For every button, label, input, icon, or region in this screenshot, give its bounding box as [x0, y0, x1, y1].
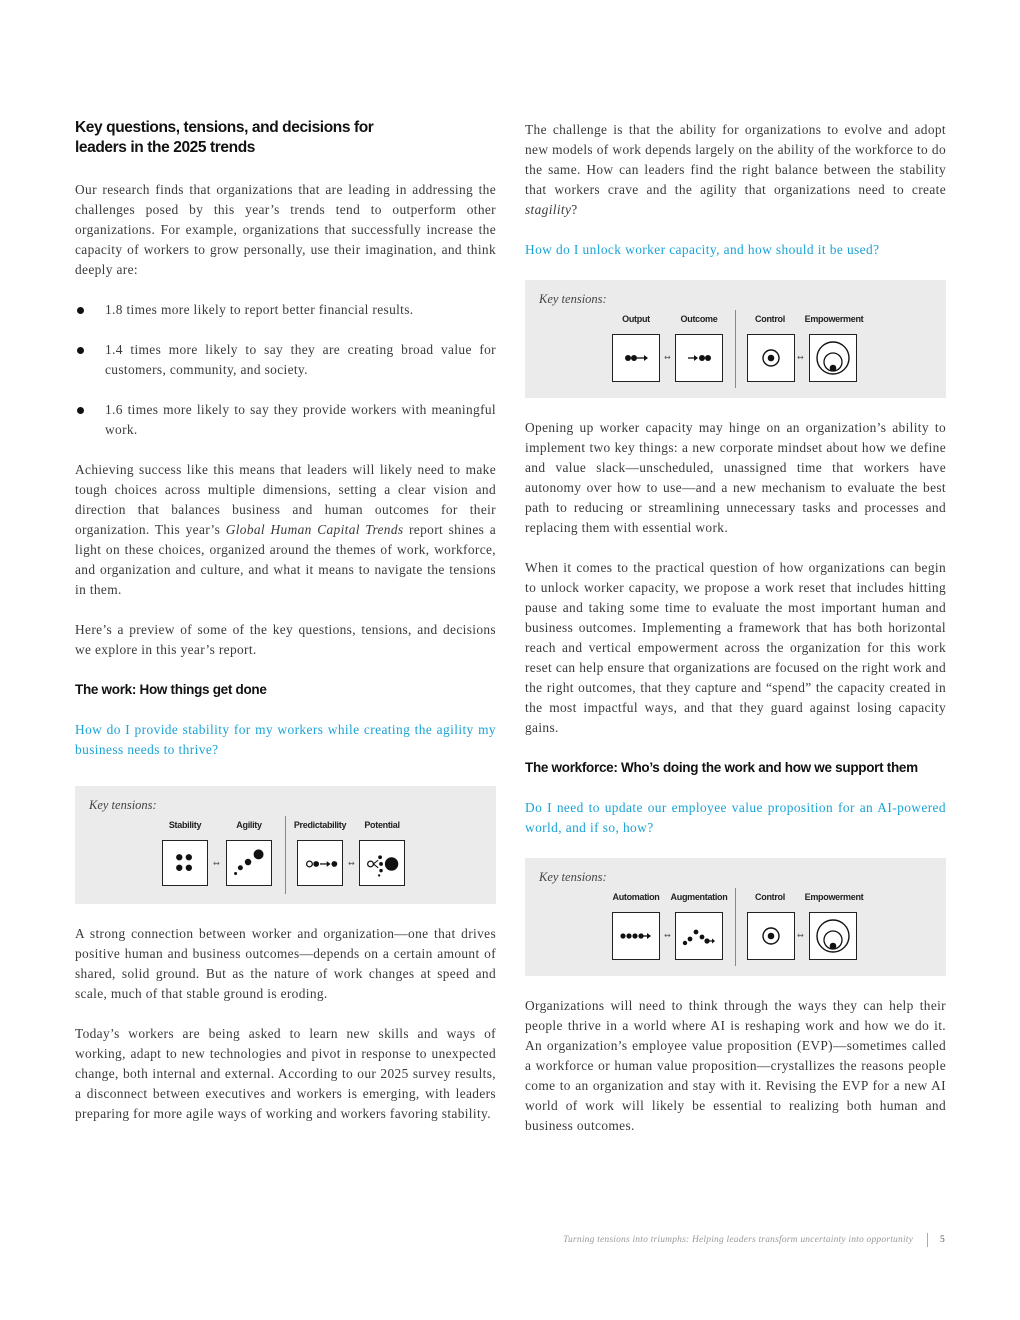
- versus-arrow-icon: ↔: [348, 859, 355, 868]
- page-number: 5: [940, 1235, 945, 1246]
- list-item: 1.4 times more likely to say they are creating broad value for customers, community, and society.: [75, 340, 496, 380]
- key-tensions-panel: [525, 858, 946, 976]
- key-tensions-title: Key tensions:: [89, 798, 157, 812]
- left-column: [75, 118, 496, 1144]
- paragraph: Organizations will need to think through the ways they can help their people thrive in a world where AI is reshaping work and how we do it. An organization’s employee value proposition (EVP)—sometimes called a workforce or human value proposition—crystallizes the reasons people come to an organization and stay with it. Revising the EVP for a new AI world of work will likely be essential to realizing both human and business outcomes.: [525, 998, 946, 1133]
- key-tensions-title: Key tensions:: [539, 292, 607, 306]
- tension-label: Automation: [612, 892, 660, 902]
- list-item: 1.6 times more likely to say they provide workers with meaningful work.: [75, 400, 496, 440]
- paragraph: The challenge is that the ability for organizations to evolve and adopt new models of work depends largely on the ability of the workforce to do the same. How can leaders find the right balance between the stability that workers crave and the agility that organizations need to create stagility?: [525, 122, 946, 217]
- versus-arrow-icon: ↔: [213, 859, 220, 868]
- tension-label: Potential: [364, 820, 400, 830]
- empowerment-icon: [809, 334, 857, 382]
- control-icon: [747, 912, 795, 960]
- versus-arrow-icon: ↔: [664, 931, 671, 940]
- paragraph: Today’s workers are being asked to learn new skills and ways of working, adapt to new technologies and pivot in response to unexpected change, both internal and external. According to our 2025 survey results, a disconnect between executives and workers is emerging, with leaders preparing for more agile ways of working and workers favoring stability.: [75, 1026, 496, 1121]
- page-footer: [563, 1233, 945, 1247]
- tension-label: Agility: [236, 820, 262, 830]
- versus-arrow-icon: ↔: [664, 353, 671, 362]
- augmentation-icon: [675, 912, 723, 960]
- divider: [285, 816, 286, 894]
- key-question: How do I provide stability for my workers while creating the agility my business needs to thrive?: [75, 722, 496, 757]
- key-question: How do I unlock worker capacity, and how should it be used?: [525, 242, 880, 257]
- paragraph: A strong connection between worker and organization—one that drives positive human and business outcomes—depends on a certain amount of shared, solid ground. But as the nature of work changes at speed and scale, much of that stable ground is eroding.: [75, 926, 496, 1001]
- tension-label: Predictability: [293, 820, 347, 830]
- section-heading: Key questions, tensions, and decisions for leaders in the 2025 trends: [75, 119, 374, 156]
- tension-label: Output: [622, 314, 650, 324]
- bullet-icon: [77, 407, 84, 414]
- footer-title: Turning tensions into triumphs: Helping leaders transform uncertainty into opportunity: [563, 1235, 914, 1246]
- tension-label: Augmentation: [670, 892, 728, 902]
- divider: [927, 1233, 928, 1247]
- tension-label: Control: [755, 314, 785, 324]
- list-item: 1.8 times more likely to report better financial results.: [75, 300, 496, 320]
- key-tensions-panel: [75, 786, 496, 904]
- paragraph: Opening up worker capacity may hinge on an organization’s ability to implement two key things: a new corporate mindset about how we define and value slack—unscheduled, unassigned time that workers have autonomy over how to use—and a new mechanism to evaluate the best path to reducing or streamlining unnecessary tasks and processes and replacing them with essential work.: [525, 420, 946, 535]
- tension-label: Empowerment: [804, 314, 864, 324]
- key-question: Do I need to update our employee value proposition for an AI-powered world, and if so, how?: [525, 800, 946, 835]
- tension-label: Empowerment: [804, 892, 864, 902]
- versus-arrow-icon: ↔: [797, 353, 804, 362]
- stats-list: [75, 300, 496, 440]
- output-icon: [612, 334, 660, 382]
- key-tensions-title: Key tensions:: [539, 870, 607, 884]
- paragraph: When it comes to the practical question of how organizations can begin to unlock worker capacity, we propose a work reset that includes hitting pause and taking some time to evaluate the most important human and business outcomes. Implementing a framework that has both horizontal reach and vertical empowerment across the organization for this work reset can help ensure that organizations are focused on the right work and the right outcomes, that they capture and “spend” the capacity created in the most impactful ways, and that they guard against losing capacity gains.: [525, 560, 946, 735]
- divider: [735, 310, 736, 388]
- bullet-icon: [77, 307, 84, 314]
- stability-icon: [162, 840, 208, 886]
- outcome-icon: [675, 334, 723, 382]
- automation-icon: [612, 912, 660, 960]
- paragraph: Achieving success like this means that leaders will likely need to make tough choices across multiple dimensions, setting a clear vision and direction that balances business and human outcomes for their organization. This year’s Global Human Capital Trends report shines a light on these choices, organized around the themes of work, workforce, and organization and culture, and what it means to navigate the tensions in them.: [75, 462, 496, 597]
- right-column: [525, 120, 946, 1156]
- paragraph: Here’s a preview of some of the key questions, tensions, and decisions we explore in this year’s report.: [75, 622, 496, 657]
- tension-label: Stability: [168, 820, 202, 830]
- subsection-heading-work: The work: How things get done: [75, 682, 267, 697]
- tension-label: Control: [755, 892, 785, 902]
- empowerment-icon: [809, 912, 857, 960]
- versus-arrow-icon: ↔: [797, 931, 804, 940]
- subsection-heading-workforce: The workforce: Who’s doing the work and how we support them: [525, 760, 918, 775]
- predictability-icon: [297, 840, 343, 886]
- divider: [735, 888, 736, 966]
- control-icon: [747, 334, 795, 382]
- key-tensions-panel: [525, 280, 946, 398]
- potential-icon: [359, 840, 405, 886]
- intro-paragraph: Our research finds that organizations that are leading in addressing the challenges posed by this year’s trends tend to outperform other organizations. For example, organizations that successfully increase the capacity of workers to grow personally, use their imagination, and think deeply are:: [75, 182, 496, 277]
- agility-icon: [226, 840, 272, 886]
- bullet-icon: [77, 347, 84, 354]
- tension-label: Outcome: [680, 314, 718, 324]
